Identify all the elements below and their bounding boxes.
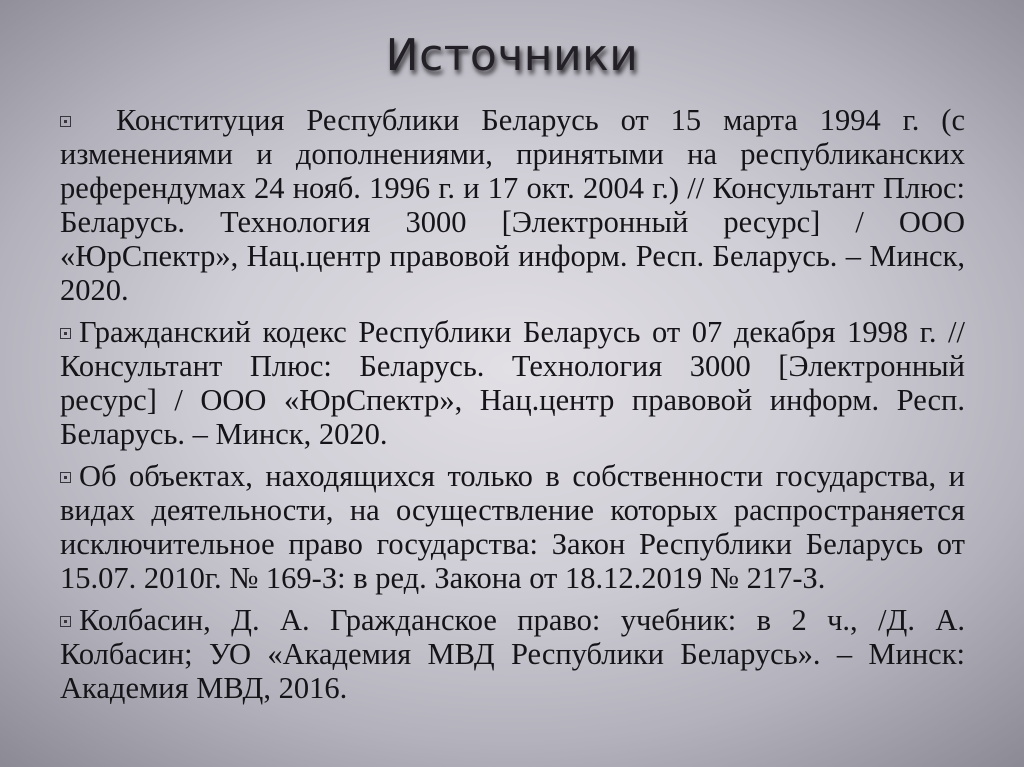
reference-text: Колбасин, Д. А. Гражданское право: учебник: в 2 ч., /Д. А. Колбасин; УО «Академия МВД Республики Беларусь». – Минск: Академия МВД, 2016. bbox=[60, 603, 965, 705]
square-bullet-icon bbox=[60, 116, 71, 127]
reference-text: Об объектах, находящихся только в собственности государства, и видах деятельности, на осуществление которых распространяется исключительное право государства: Закон Республики Беларусь от 15.07. 2010г. № 169-З: в ред. Закона от 18.12.2019 № 217-З. bbox=[60, 459, 965, 595]
reference-item bbox=[60, 459, 965, 595]
reference-item bbox=[60, 603, 965, 705]
square-bullet-icon bbox=[60, 472, 71, 483]
square-bullet-icon bbox=[60, 328, 71, 339]
slide-title: Источники bbox=[385, 30, 639, 81]
reference-text: Гражданский кодекс Республики Беларусь от 07 декабря 1998 г. // Консультант Плюс: Беларусь. Технология 3000 [Электронный ресурс] / ООО «ЮрСпектр», Нац.центр правовой информ. Респ. Беларусь. – Минск, 2020. bbox=[60, 315, 965, 451]
reference-item bbox=[60, 315, 965, 451]
reference-text: Конституция Республики Беларусь от 15 марта 1994 г. (с изменениями и дополнениями, принятыми на республиканских референдумах 24 нояб. 1996 г. и 17 окт. 2004 г.) // Консультант Плюс: Беларусь. Технология 3000 [Электронный ресурс] / ООО «ЮрСпектр», Нац.центр правовой информ. Респ. Беларусь. – Минск, 2020. bbox=[60, 103, 965, 307]
reference-item bbox=[60, 103, 965, 307]
square-bullet-icon bbox=[60, 616, 71, 627]
reference-list bbox=[60, 103, 965, 713]
